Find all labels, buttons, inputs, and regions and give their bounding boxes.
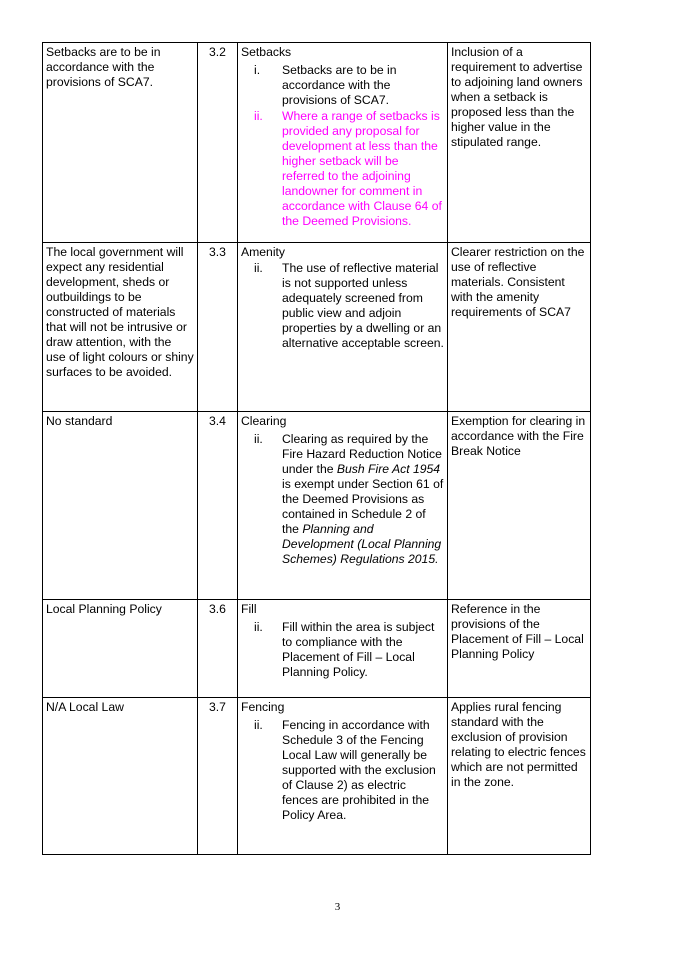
- table-row: [43, 243, 591, 412]
- act-title: Bush Fire Act 1954: [336, 462, 441, 476]
- comment-cell: Exemption for clearing in accordance with the Fire Break Notice: [448, 412, 591, 600]
- sub-clause-numeral: i.: [254, 63, 261, 77]
- sub-clause-numeral: ii.: [254, 109, 263, 123]
- table-row: [43, 43, 591, 243]
- sub-clause-text: The use of reflective material is not supported unless adequately screened from public view and adjoin properties by a dwelling or an alternative acceptable screen.: [282, 261, 444, 350]
- comment-cell: Clearer restriction on the use of reflective materials. Consistent with the amenity requirements of SCA7: [448, 243, 591, 412]
- comment-cell: Reference in the provisions of the Placement of Fill – Local Planning Policy: [448, 600, 591, 698]
- provision-heading: Amenity: [241, 245, 286, 259]
- sub-clause-numeral: ii.: [254, 261, 263, 275]
- provision-heading: Setbacks: [241, 45, 292, 59]
- clause-number: 3.2: [198, 43, 238, 243]
- sub-clause-text: [282, 432, 444, 567]
- clause-number: 3.7: [198, 698, 238, 855]
- provision-cell: [238, 43, 448, 243]
- sub-clause: [241, 620, 444, 680]
- sub-clause-text: Fencing in accordance with Schedule 3 of the Fencing Local Law will generally be supported with the exclusion of Clause 2) as electric fences are prohibited in the Policy Area.: [282, 718, 436, 822]
- clause-number: 3.6: [198, 600, 238, 698]
- clause-number: 3.3: [198, 243, 238, 412]
- provision-heading: Fill: [241, 602, 257, 616]
- current-standard-cell: N/A Local Law: [43, 698, 198, 855]
- current-standard-cell: No standard: [43, 412, 198, 600]
- provision-cell: [238, 412, 448, 600]
- sub-clause-numeral: ii.: [254, 718, 263, 732]
- page-number: 3: [334, 901, 341, 913]
- provision-cell: [238, 698, 448, 855]
- regulations-title: Planning and Development (Local Planning Schemes) Regulations 2015.: [282, 522, 442, 566]
- table-row: [43, 600, 591, 698]
- sub-clause-text-part: Clearing as required by the Fire Hazard Reduction Notice under the: [282, 432, 442, 476]
- sub-clause-numeral: ii.: [254, 620, 263, 634]
- provision-heading: Fencing: [241, 700, 285, 714]
- sub-clause-text: Fill within the area is subject to compliance with the Placement of Fill – Local Planning Policy.: [282, 620, 435, 679]
- current-standard-cell: The local government will expect any residential development, sheds or outbuildings to be constructed of materials that will not be intrusive or draw attention, with the use of light colours or shiny surfaces to be avoided.: [43, 243, 198, 412]
- sub-clause-text: Where a range of setbacks is provided any proposal for development at less than the higher setback will be referred to the adjoining landowner for comment in accordance with Clause 64 of the Deemed Provisions.: [282, 109, 442, 228]
- table-row: [43, 412, 591, 600]
- current-standard-cell: Setbacks are to be in accordance with the provisions of SCA7.: [43, 43, 198, 243]
- sub-clause-text-part: is exempt under Section 61 of the Deemed Provisions as contained in Schedule 2 of the: [282, 477, 444, 536]
- provision-cell: [238, 243, 448, 412]
- sub-clause: [241, 432, 444, 567]
- sub-clause: [241, 63, 444, 108]
- sub-clause-highlighted: [241, 109, 444, 229]
- provisions-table: [42, 42, 591, 855]
- comment-cell: Applies rural fencing standard with the exclusion of provision relating to electric fences which are not permitted in the zone.: [448, 698, 591, 855]
- sub-clause: [241, 261, 444, 351]
- sub-clause: [241, 718, 444, 823]
- table-row: [43, 698, 591, 855]
- provision-cell: [238, 600, 448, 698]
- sub-clause-text: Setbacks are to be in accordance with the provisions of SCA7.: [282, 63, 397, 107]
- clause-number: 3.4: [198, 412, 238, 600]
- comment-cell: Inclusion of a requirement to advertise to adjoining land owners when a setback is proposed less than the higher value in the stipulated range.: [448, 43, 591, 243]
- sub-clause-numeral: ii.: [254, 432, 263, 446]
- current-standard-cell: Local Planning Policy: [43, 600, 198, 698]
- provision-heading: Clearing: [241, 414, 287, 428]
